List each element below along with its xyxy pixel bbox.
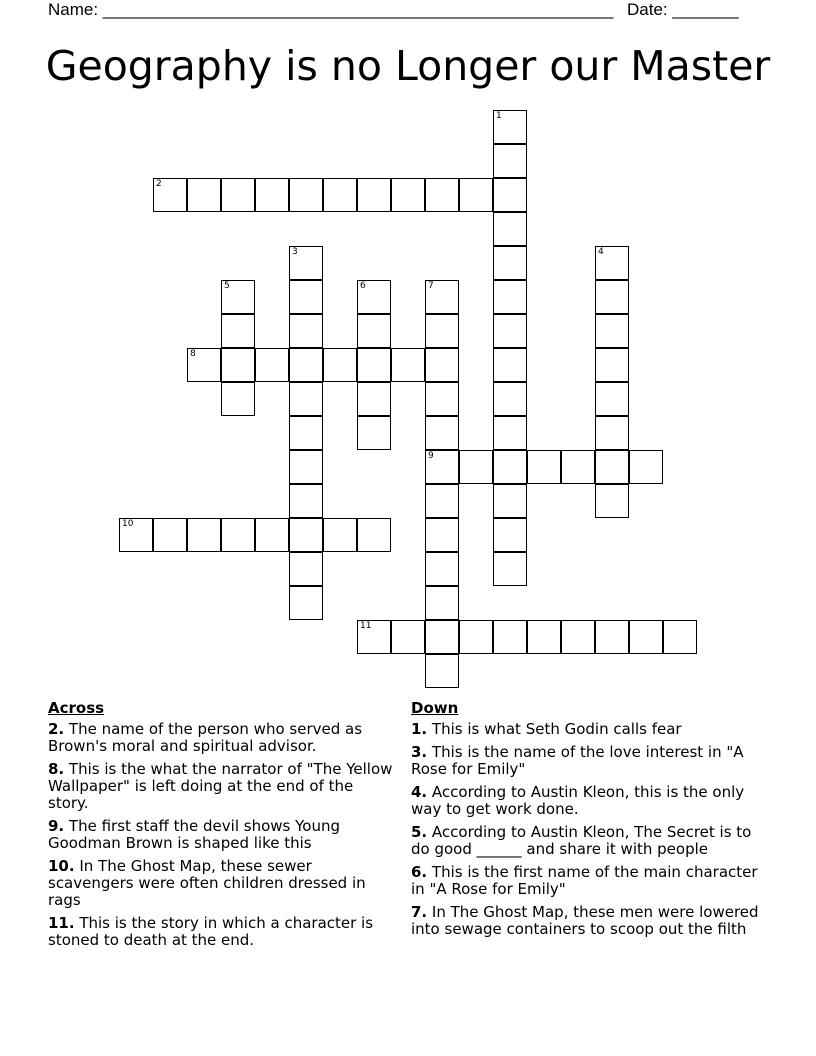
grid-cell[interactable] <box>357 314 391 348</box>
grid-cell[interactable] <box>663 620 697 654</box>
clue-number: 8 <box>190 349 196 359</box>
grid-cell[interactable] <box>187 518 221 552</box>
clue-item-number: 11. <box>48 914 75 932</box>
grid-cell[interactable] <box>425 382 459 416</box>
grid-cell[interactable] <box>323 348 357 382</box>
grid-cell[interactable] <box>391 348 425 382</box>
grid-cell[interactable] <box>493 518 527 552</box>
clue-item <box>48 761 398 812</box>
grid-cell[interactable] <box>391 178 425 212</box>
grid-cell[interactable] <box>493 212 527 246</box>
grid-cell[interactable] <box>221 382 255 416</box>
grid-cell[interactable] <box>289 552 323 586</box>
grid-cell[interactable] <box>425 348 459 382</box>
grid-cell[interactable] <box>629 620 663 654</box>
grid-cell[interactable] <box>493 484 527 518</box>
grid-cell[interactable] <box>289 280 323 314</box>
grid-cell[interactable] <box>289 450 323 484</box>
grid-cell[interactable] <box>425 518 459 552</box>
clue-item <box>411 744 771 778</box>
clue-item-number: 1. <box>411 720 428 738</box>
grid-cell[interactable] <box>357 382 391 416</box>
grid-cell[interactable] <box>289 586 323 620</box>
grid-cell[interactable] <box>527 620 561 654</box>
clue-item <box>48 858 398 909</box>
grid-cell[interactable] <box>289 314 323 348</box>
down-heading: Down <box>411 699 459 717</box>
grid-cell[interactable] <box>595 382 629 416</box>
clue-item <box>411 864 771 898</box>
clue-item-text: This is the first name of the main character in "A Rose for Emily" <box>411 863 758 898</box>
grid-cell[interactable] <box>391 620 425 654</box>
clue-number: 4 <box>598 247 604 257</box>
down-list <box>411 721 771 938</box>
grid-cell[interactable] <box>425 280 459 314</box>
grid-cell[interactable] <box>425 620 459 654</box>
grid-cell[interactable] <box>425 450 459 484</box>
clue-item <box>48 818 398 852</box>
clue-number: 1 <box>496 111 502 121</box>
grid-cell[interactable] <box>221 314 255 348</box>
clue-number: 11 <box>360 621 372 631</box>
grid-cell[interactable] <box>493 382 527 416</box>
clue-item-text: The name of the person who served as Brown's moral and spiritual advisor. <box>48 720 363 755</box>
grid-cell[interactable] <box>357 348 391 382</box>
grid-cell[interactable] <box>425 654 459 688</box>
grid-cell[interactable] <box>595 416 629 450</box>
clue-number: 7 <box>428 281 434 291</box>
grid-cell[interactable] <box>493 144 527 178</box>
grid-cell[interactable] <box>595 484 629 518</box>
clue-item-number: 2. <box>48 720 65 738</box>
clue-number: 3 <box>292 247 298 257</box>
clue-item-number: 4. <box>411 783 428 801</box>
clue-number: 2 <box>156 179 162 189</box>
grid-cell[interactable] <box>255 178 289 212</box>
page-title: Geography is no Longer our Master <box>45 42 771 90</box>
grid-cell[interactable] <box>221 518 255 552</box>
clue-item-number: 5. <box>411 823 428 841</box>
grid-cell[interactable] <box>323 518 357 552</box>
grid-cell[interactable] <box>221 348 255 382</box>
grid-cell[interactable] <box>289 348 323 382</box>
clue-item <box>48 721 398 755</box>
grid-cell[interactable] <box>153 178 187 212</box>
across-clues <box>48 700 398 955</box>
grid-cell[interactable] <box>289 178 323 212</box>
clue-item-text: According to Austin Kleon, this is the only way to get work done. <box>411 783 745 818</box>
clue-item-text: This is the name of the love interest in "A Rose for Emily" <box>411 743 744 778</box>
grid-cell[interactable] <box>595 450 629 484</box>
grid-cell[interactable] <box>493 552 527 586</box>
grid-cell[interactable] <box>221 280 255 314</box>
grid-cell[interactable] <box>493 246 527 280</box>
clue-number: 10 <box>122 519 134 529</box>
grid-cell[interactable] <box>493 280 527 314</box>
grid-cell[interactable] <box>255 348 289 382</box>
clue-item-text: This is the story in which a character is stoned to death at the end. <box>48 914 374 949</box>
clue-item-text: In The Ghost Map, these sewer scavengers were often children dressed in rags <box>48 857 366 909</box>
grid-cell[interactable] <box>425 416 459 450</box>
grid-cell[interactable] <box>493 314 527 348</box>
grid-cell[interactable] <box>595 348 629 382</box>
clue-item <box>411 824 771 858</box>
clue-item-number: 6. <box>411 863 428 881</box>
grid-cell[interactable] <box>119 518 153 552</box>
down-clues <box>411 700 771 944</box>
clue-item-text: This is what Seth Godin calls fear <box>427 720 682 738</box>
clue-number: 9 <box>428 451 434 461</box>
grid-cell[interactable] <box>187 348 221 382</box>
grid-cell[interactable] <box>493 450 527 484</box>
grid-cell[interactable] <box>289 382 323 416</box>
grid-cell[interactable] <box>357 518 391 552</box>
grid-cell[interactable] <box>221 178 255 212</box>
grid-cell[interactable] <box>425 314 459 348</box>
clue-item-text: According to Austin Kleon, The Secret is to do good ______ and share it with people <box>411 823 752 858</box>
clue-item <box>411 784 771 818</box>
clue-item-number: 7. <box>411 903 428 921</box>
grid-cell[interactable] <box>493 416 527 450</box>
grid-cell[interactable] <box>561 620 595 654</box>
clue-item-text: This is the what the narrator of "The Yellow Wallpaper" is left doing at the end of the story. <box>48 760 393 812</box>
clue-item-text: In The Ghost Map, these men were lowered into sewage containers to scoop out the filth <box>411 903 759 938</box>
clue-item <box>48 915 398 949</box>
grid-cell[interactable] <box>493 110 527 144</box>
grid-cell[interactable] <box>425 552 459 586</box>
clue-item-number: 3. <box>411 743 428 761</box>
grid-cell[interactable] <box>255 518 289 552</box>
grid-cell[interactable] <box>289 484 323 518</box>
grid-cell[interactable] <box>595 246 629 280</box>
grid-cell[interactable] <box>357 620 391 654</box>
grid-cell[interactable] <box>187 178 221 212</box>
grid-cell[interactable] <box>357 416 391 450</box>
across-list <box>48 721 398 949</box>
grid-cell[interactable] <box>289 416 323 450</box>
grid-cell[interactable] <box>459 620 493 654</box>
clue-number: 5 <box>224 281 230 291</box>
grid-cell[interactable] <box>561 450 595 484</box>
across-heading: Across <box>48 699 105 717</box>
grid-cell[interactable] <box>459 178 493 212</box>
grid-cell[interactable] <box>289 518 323 552</box>
grid-cell[interactable] <box>493 620 527 654</box>
grid-cell[interactable] <box>357 178 391 212</box>
grid-cell[interactable] <box>493 178 527 212</box>
grid-cell[interactable] <box>459 450 493 484</box>
clue-item-number: 8. <box>48 760 65 778</box>
grid-cell[interactable] <box>425 586 459 620</box>
grid-cell[interactable] <box>493 348 527 382</box>
grid-cell[interactable] <box>595 280 629 314</box>
clue-item-text: The first staff the devil shows Young Goodman Brown is shaped like this <box>48 817 340 852</box>
grid-cell[interactable] <box>153 518 187 552</box>
grid-cell[interactable] <box>629 450 663 484</box>
grid-cell[interactable] <box>425 178 459 212</box>
clue-item <box>411 721 771 738</box>
grid-cell[interactable] <box>527 450 561 484</box>
grid-cell[interactable] <box>595 314 629 348</box>
clue-item-number: 9. <box>48 817 65 835</box>
grid-cell[interactable] <box>595 620 629 654</box>
clue-item <box>411 904 771 938</box>
clue-number: 6 <box>360 281 366 291</box>
clue-item-number: 10. <box>48 857 75 875</box>
grid-cell[interactable] <box>357 280 391 314</box>
date-line: Date: _______ <box>627 0 739 19</box>
grid-cell[interactable] <box>323 178 357 212</box>
grid-cell[interactable] <box>425 484 459 518</box>
grid-cell[interactable] <box>289 246 323 280</box>
name-line: Name: ______________________________________________________ <box>48 0 614 19</box>
